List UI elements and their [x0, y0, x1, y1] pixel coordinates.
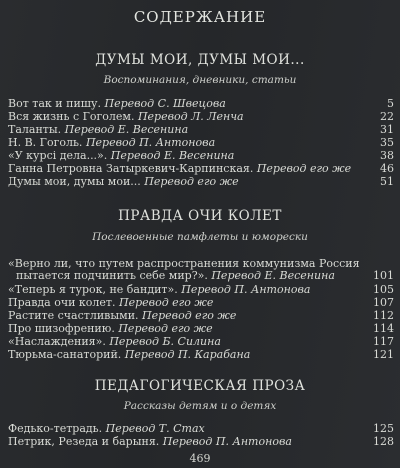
entry-translator: Перевод Е. Весенина	[110, 149, 235, 162]
toc-entry	[8, 336, 394, 348]
toc-entry	[8, 98, 394, 110]
entry-page: 128	[373, 435, 394, 448]
page-number: 469	[189, 452, 211, 465]
entry-page: 117	[373, 335, 394, 348]
entry-page: 51	[380, 175, 394, 188]
entry-title-line1: «Верно ли, что путем распространения коммунизма Россия	[8, 257, 360, 270]
section-subtitle: Рассказы детям и о детях	[123, 400, 277, 412]
toc-entry	[8, 150, 394, 162]
section-subtitle: Воспоминания, дневники, статьи	[103, 74, 297, 86]
toc-entry	[8, 349, 394, 361]
toc-entry	[8, 258, 394, 282]
entry-translator: Перевод его же	[256, 162, 352, 175]
toc-entry	[8, 124, 394, 136]
entry-title: Растите счастливыми.	[8, 309, 139, 322]
toc-entry	[8, 137, 394, 149]
entry-title: Вот так и пишу.	[8, 97, 101, 110]
entry-page: 121	[373, 348, 394, 361]
entry-title: Правда очи колет.	[8, 296, 116, 309]
entry-title: Петрик, Резеда и барыня.	[8, 435, 160, 448]
entry-translator: Перевод П. Антонова	[162, 435, 292, 448]
entry-page: 35	[380, 136, 394, 149]
entry-page: 101	[373, 269, 394, 282]
entry-translator: Перевод П. Карабана	[124, 348, 251, 361]
entry-translator: Перевод П. Антонова	[181, 283, 311, 296]
entry-title: Тюрьма-санаторий.	[8, 348, 122, 361]
entry-translator: Перевод его же	[119, 296, 214, 309]
entry-translator: Перевод его же	[142, 309, 237, 322]
entry-page: 5	[387, 97, 394, 110]
entry-page: 125	[373, 422, 394, 435]
section-title: ДУМЫ МОИ, ДУМЫ МОИ...	[95, 52, 305, 68]
entry-translator: Перевод Л. Ленча	[137, 110, 244, 123]
entry-translator: Перевод Е. Весенина	[64, 123, 189, 136]
entry-translator: Перевод Е. Весенина	[211, 269, 335, 282]
entry-title: Вся жизнь с Гоголем.	[8, 110, 135, 123]
toc-entry	[8, 176, 394, 188]
toc-entry	[8, 163, 394, 175]
entry-translator: Перевод Б. Силина	[109, 335, 221, 348]
entry-translator: Перевод Т. Стах	[105, 422, 205, 435]
toc-entry	[8, 436, 394, 448]
section-title: ПРАВДА ОЧИ КОЛЕТ	[118, 208, 282, 224]
entry-title: «Наслаждения».	[8, 335, 106, 348]
toc-entry	[8, 111, 394, 123]
entry-page: 114	[373, 322, 394, 335]
entry-title-line2: пытается подчинить себе мир?».	[16, 269, 208, 282]
toc-entry	[8, 323, 394, 335]
entry-title: Ганна Петровна Затыркевич-Карпинская.	[8, 162, 254, 175]
entry-title: Н. В. Гоголь.	[8, 136, 83, 149]
entry-translator: Перевод С. Швецова	[104, 97, 226, 110]
entry-page: 46	[380, 162, 394, 175]
toc-entry	[8, 423, 394, 435]
entry-title: Про шизофрению.	[8, 322, 115, 335]
entry-title: Думы мои, думы мои...	[8, 175, 141, 188]
entry-page: 112	[373, 309, 394, 322]
entry-translator: Перевод П. Антонова	[85, 136, 216, 149]
section-title: ПЕДАГОГИЧЕСКАЯ ПРОЗА	[94, 378, 306, 394]
entry-title: «У курсi дела...».	[8, 149, 108, 162]
entry-page: 22	[380, 110, 394, 123]
toc-entry	[8, 297, 394, 309]
entry-translator: Перевод его же	[144, 175, 239, 188]
entry-page: 105	[373, 283, 394, 296]
entry-translator: Перевод его же	[118, 322, 213, 335]
entry-page: 107	[373, 296, 394, 309]
toc-entry	[8, 284, 394, 296]
entry-title: «Теперь я турок, не бандит».	[8, 283, 178, 296]
entry-page: 31	[380, 123, 394, 136]
section-subtitle: Послевоенные памфлеты и юморески	[92, 231, 308, 243]
toc-entry	[8, 310, 394, 322]
page-title: СОДЕРЖАНИЕ	[133, 8, 267, 26]
entry-title: Таланты.	[8, 123, 62, 136]
entry-title: Федько-тетрадь.	[8, 422, 103, 435]
entry-page: 38	[380, 149, 394, 162]
